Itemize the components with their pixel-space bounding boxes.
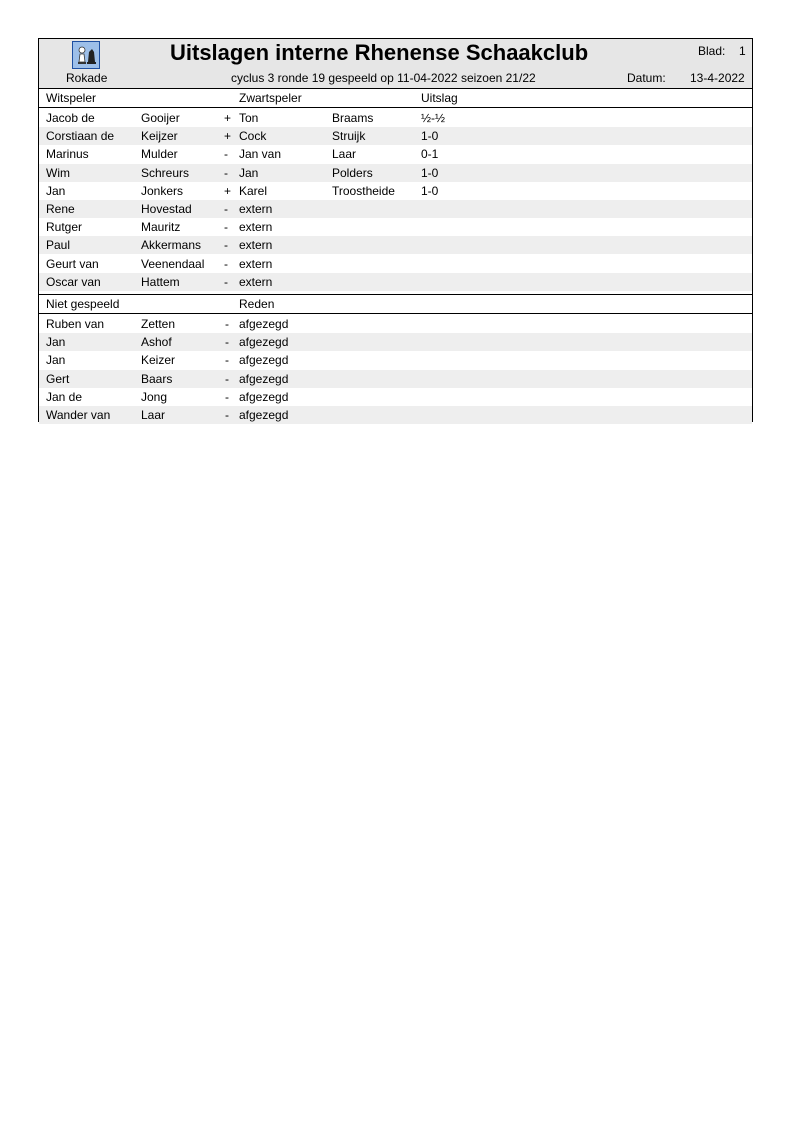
color-sign: -	[224, 165, 228, 180]
black-first-name: Cock	[239, 129, 267, 144]
player-first-name: Jan de	[46, 389, 83, 404]
reason-value: afgezegd	[239, 317, 289, 331]
player-first-name: Ruben van	[46, 317, 105, 331]
player-last-name: Baars	[141, 371, 173, 386]
table-row	[39, 236, 752, 254]
white-last-name: Hattem	[141, 274, 180, 289]
table-row	[39, 200, 752, 218]
white-first-name: Paul	[46, 238, 71, 253]
white-first-name: Oscar van	[46, 274, 101, 289]
white-player-header: Witspeler	[46, 91, 97, 105]
black-last-name: Troostheide	[332, 183, 395, 198]
table-row	[39, 109, 752, 127]
dash-sign: -	[225, 389, 229, 404]
dash-sign: -	[225, 317, 229, 331]
list-item	[39, 406, 752, 424]
reason-value: afgezegd	[239, 353, 289, 368]
black-first-name: extern	[239, 256, 273, 271]
chess-logo-icon	[72, 41, 100, 69]
black-first-name: extern	[239, 220, 273, 235]
black-first-name: Jan van	[239, 147, 282, 162]
color-sign: -	[224, 220, 228, 235]
reason-value: afgezegd	[239, 371, 289, 386]
white-first-name: Rene	[46, 202, 75, 216]
black-first-name: Jan	[239, 165, 259, 180]
not-played-header: Niet gespeeld	[46, 297, 120, 311]
list-item	[39, 388, 752, 406]
player-first-name: Jan	[46, 353, 66, 368]
white-first-name: Corstiaan de	[46, 129, 115, 144]
black-player-header: Zwartspeler	[239, 91, 302, 105]
result-value: 0-1	[421, 147, 439, 162]
not-played-header-row	[39, 295, 752, 314]
white-last-name: Akkermans	[141, 238, 202, 253]
dash-sign: -	[225, 335, 229, 350]
color-sign: -	[224, 147, 228, 162]
player-last-name: Keizer	[141, 353, 176, 368]
black-last-name: Braams	[332, 111, 374, 125]
sheet-number: 1	[739, 44, 746, 58]
color-sign: +	[224, 129, 232, 144]
reason-value: afgezegd	[239, 389, 289, 404]
reason-value: afgezegd	[239, 335, 289, 350]
white-first-name: Jacob de	[46, 111, 95, 125]
black-first-name: extern	[239, 274, 273, 289]
reason-value: afgezegd	[239, 408, 289, 422]
color-sign: +	[224, 111, 232, 125]
player-last-name: Jong	[141, 389, 168, 404]
black-last-name: Laar	[332, 147, 357, 162]
player-first-name: Wander van	[46, 408, 111, 422]
white-last-name: Mulder	[141, 147, 178, 162]
date-value: 13-4-2022	[690, 71, 745, 85]
white-last-name: Hovestad	[141, 202, 192, 216]
black-last-name: Struijk	[332, 129, 366, 144]
date-label: Datum:	[627, 71, 666, 85]
player-last-name: Laar	[141, 408, 166, 422]
white-last-name: Mauritz	[141, 220, 181, 235]
round-info: cyclus 3 ronde 19 gespeeld op 11-04-2022 seizoen 21/22	[231, 71, 536, 85]
reason-header: Reden	[239, 297, 275, 311]
white-first-name: Marinus	[46, 147, 89, 162]
white-first-name: Jan	[46, 183, 66, 198]
white-last-name: Gooijer	[141, 111, 180, 125]
table-row	[39, 164, 752, 182]
color-sign: -	[224, 202, 228, 216]
table-row	[39, 182, 752, 200]
player-first-name: Gert	[46, 371, 70, 386]
color-sign: -	[224, 274, 228, 289]
player-first-name: Jan	[46, 335, 66, 350]
color-sign: +	[224, 183, 232, 198]
list-item	[39, 333, 752, 351]
white-last-name: Schreurs	[141, 165, 190, 180]
white-last-name: Keijzer	[141, 129, 178, 144]
black-first-name: extern	[239, 238, 273, 253]
sheet-header	[39, 39, 752, 89]
result-value: 1-0	[421, 165, 439, 180]
white-first-name: Rutger	[46, 220, 83, 235]
table-row	[39, 255, 752, 273]
white-last-name: Jonkers	[141, 183, 184, 198]
dash-sign: -	[225, 408, 229, 422]
list-item	[39, 351, 752, 369]
page-title: Uitslagen interne Rhenense Schaakclub	[170, 40, 589, 65]
color-sign: -	[224, 238, 228, 253]
table-row	[39, 145, 752, 163]
black-first-name: Karel	[239, 183, 268, 198]
list-item	[39, 370, 752, 388]
color-sign: -	[224, 256, 228, 271]
result-value: 1-0	[421, 129, 439, 144]
white-first-name: Wim	[46, 165, 70, 180]
white-first-name: Geurt van	[46, 256, 99, 271]
black-first-name: Ton	[239, 111, 259, 125]
result-value: 1-0	[421, 183, 439, 198]
results-sheet	[38, 38, 753, 422]
table-row	[39, 127, 752, 145]
black-first-name: extern	[239, 202, 273, 216]
table-row	[39, 273, 752, 291]
dash-sign: -	[225, 353, 229, 368]
dash-sign: -	[225, 371, 229, 386]
results-header-row	[39, 89, 752, 108]
player-last-name: Zetten	[141, 317, 176, 331]
black-last-name: Polders	[332, 165, 373, 180]
result-value: ½-½	[421, 111, 446, 125]
result-header: Uitslag	[421, 91, 458, 105]
table-row	[39, 218, 752, 236]
club-name: Rokade	[66, 71, 108, 85]
list-item	[39, 315, 752, 333]
white-last-name: Veenendaal	[141, 256, 205, 271]
sheet-label: Blad:	[698, 44, 726, 58]
player-last-name: Ashof	[141, 335, 172, 350]
